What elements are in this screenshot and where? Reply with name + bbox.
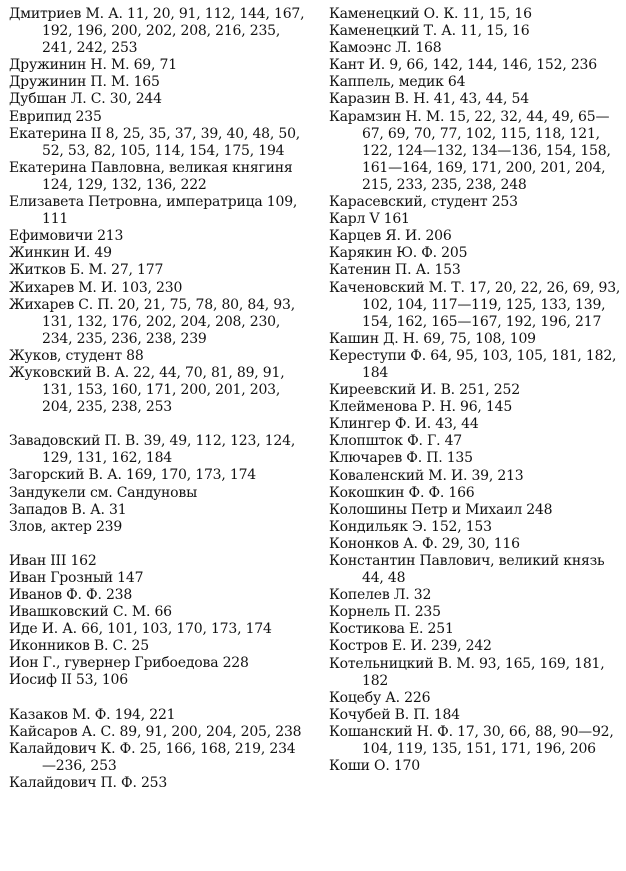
index-entry: Катенин П. А. 153 [329,262,461,279]
index-entry: Зандукели см. Сандуновы [9,484,198,501]
letter-group-spacer [9,416,309,433]
index-entry: Ключарев Ф. П. 135 [329,450,473,467]
index-entry: Дмитриев М. А. 11, 20, 91, 112, 144, 167, 192, 196, 200, 202, 208, 216, 235, 241, 242, 253 [9,6,305,57]
index-entry: Коцебу А. 226 [329,689,431,706]
index-entry: Костикова Е. 251 [329,621,454,638]
index-entry: Калайдович П. Ф. 253 [9,774,168,791]
index-entry: Коши О. 170 [329,758,420,775]
index-entry: Ион Г., гувернер Грибоедова 228 [9,655,249,672]
index-entry: Житков Б. М. 27, 177 [9,262,164,279]
index-entry: Кононков А. Ф. 29, 30, 116 [329,535,520,552]
index-entry: Дружинин П. М. 165 [9,74,160,91]
index-entry: Клингер Ф. И. 43, 44 [329,416,479,433]
index-entry: Кант И. 9, 66, 142, 144, 146, 152, 236 [329,57,597,74]
index-entry: Кереступи Ф. 64, 95, 103, 105, 181, 182, 184 [329,347,617,381]
index-entry: Ивашковский С. М. 66 [9,604,172,621]
index-entry: Камоэнс Л. 168 [329,40,442,57]
letter-group-spacer [9,690,309,707]
index-column-left [9,6,309,792]
index-entry: Жуков, студент 88 [9,347,144,364]
index-entry: Дружинин Н. М. 69, 71 [9,57,177,74]
index-entry: Злов, актер 239 [9,518,123,535]
index-entry: Клейменова Р. Н. 96, 145 [329,399,513,416]
index-entry: Корнель П. 235 [329,604,441,621]
index-entry: Клопшток Ф. Г. 47 [329,433,462,450]
index-entry: Каменецкий Т. А. 11, 15, 16 [329,23,530,40]
index-entry: Каменецкий О. К. 11, 15, 16 [329,6,532,22]
letter-group-spacer [9,536,309,553]
index-entry: Каппель, медик 64 [329,74,466,91]
index-entry: Дубшан Л. С. 30, 244 [9,91,162,108]
index-entry: Костров Е. И. 239, 242 [329,638,492,655]
index-entry: Колошины Петр и Михаил 248 [329,501,553,518]
index-entry: Карякин Ю. Ф. 205 [329,245,468,262]
index-entry: Иван III 162 [9,552,97,569]
index-entry: Карамзин Н. М. 15, 22, 32, 44, 49, 65—67, 69, 70, 77, 102, 115, 118, 121, 122, 124—132, 134—136, 154, 158, 161—164, 169, 171, 200, 201, 204, 215, 233, 235, 238, 248 [329,108,611,193]
index-entry: Каразин В. Н. 41, 43, 44, 54 [329,91,529,108]
index-entry: Западов В. А. 31 [9,501,127,518]
index-entry: Кашин Д. Н. 69, 75, 108, 109 [329,330,536,347]
index-entry: Иде И. А. 66, 101, 103, 170, 173, 174 [9,621,272,638]
index-entry: Жинкин И. 49 [9,245,112,262]
index-entry: Калайдович К. Ф. 25, 166, 168, 219, 234—236, 253 [9,740,296,774]
index-entry: Казаков М. Ф. 194, 221 [9,706,176,723]
index-entry: Кокошкин Ф. Ф. 166 [329,484,475,501]
index-entry: Жихарев М. И. 103, 230 [9,279,183,296]
index-entry: Загорский В. А. 169, 170, 173, 174 [9,467,256,484]
index-entry: Елизавета Петровна, императрица 109, 111 [9,194,298,228]
index-entry: Жихарев С. П. 20, 21, 75, 78, 80, 84, 93, 131, 132, 176, 202, 204, 208, 230, 234, 235, 236, 238, 239 [9,296,295,347]
index-entry: Кошанский Н. Ф. 17, 30, 66, 88, 90—92, 104, 119, 135, 151, 171, 196, 206 [329,723,614,758]
index-entry: Завадовский П. В. 39, 49, 112, 123, 124, 129, 131, 162, 184 [9,433,296,467]
index-entry: Киреевский И. В. 251, 252 [329,382,520,399]
index-entry: Коваленский М. И. 39, 213 [329,467,524,484]
index-entry: Карцев Я. И. 206 [329,228,452,245]
index-entry: Котельницкий В. М. 93, 165, 169, 181, 182 [329,655,605,689]
index-entry: Еврипид 235 [9,108,102,125]
index-entry: Константин Павлович, великий князь 44, 48 [329,553,605,587]
index-entry: Кочубей В. П. 184 [329,706,460,723]
index-entry: Екатерина II 8, 25, 35, 37, 39, 40, 48, 50, 52, 53, 82, 105, 114, 154, 175, 194 [9,125,301,159]
index-entry: Иосиф II 53, 106 [9,672,128,689]
index-entry: Карасевский, студент 253 [329,194,518,211]
index-entry: Иванов Ф. Ф. 238 [9,587,133,603]
index-column-right [329,6,621,775]
index-entry: Иконников В. С. 25 [9,638,149,655]
index-entry: Екатерина Павловна, великая княгиня 124, 129, 132, 136, 222 [9,159,293,193]
index-entry: Каченовский М. Т. 17, 20, 22, 26, 69, 93, 102, 104, 117—119, 125, 133, 139, 154, 162, 165—167, 192, 196, 217 [329,279,621,330]
index-entry: Кондильяк Э. 152, 153 [329,518,492,535]
index-entry: Иван Грозный 147 [9,569,144,586]
index-entry: Жуковский В. А. 22, 44, 70, 81, 89, 91, 131, 153, 160, 171, 200, 201, 203, 204, 235, 238, 253 [9,364,285,416]
index-entry: Кайсаров А. С. 89, 91, 200, 204, 205, 238 [9,723,302,740]
index-entry: Карл V 161 [329,211,410,228]
index-entry: Ефимовичи 213 [9,228,124,245]
index-entry: Копелев Л. 32 [329,587,432,604]
